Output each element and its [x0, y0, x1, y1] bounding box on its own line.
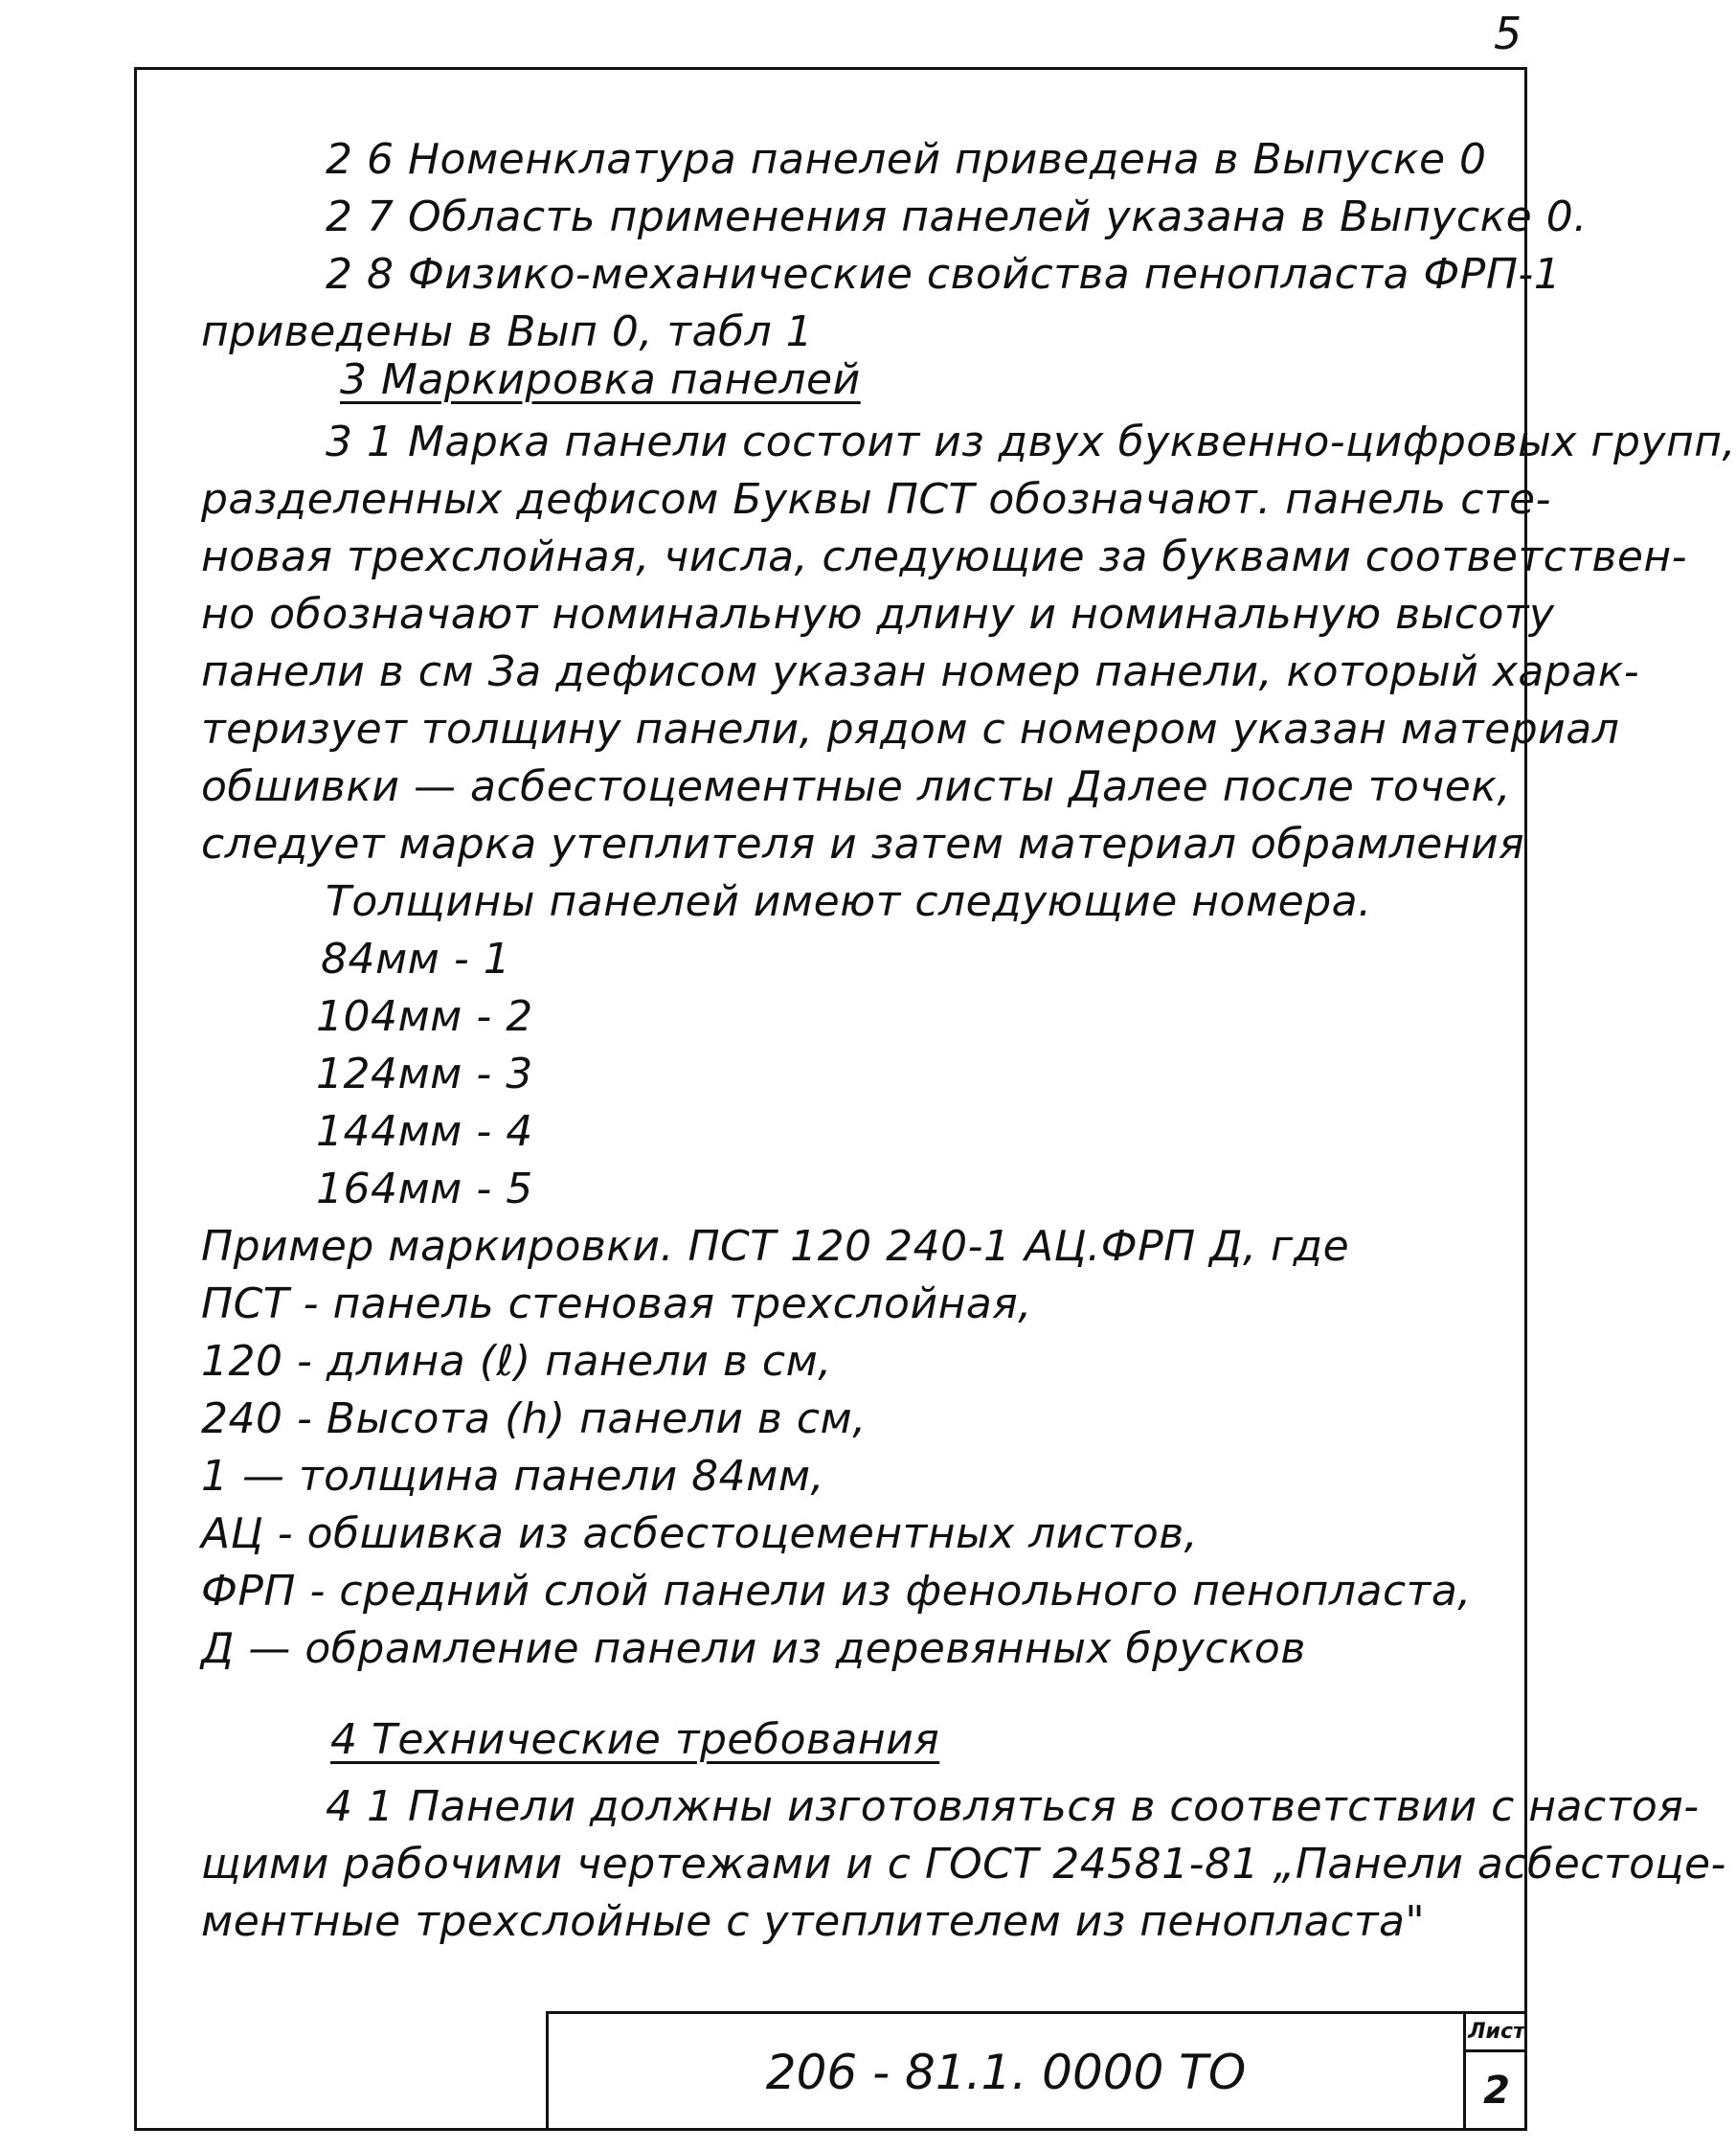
paragraph-4-1-line-3: ментные трехслойные с утеплителем из пенопласта": [201, 1897, 1426, 1946]
thickness-intro: Толщины панелей имеют следующие номера.: [326, 877, 1372, 926]
paragraph-2-8-cont: приведены в Вып 0, табл 1: [201, 307, 814, 356]
legend-item: АЦ - обшивка из асбестоцементных листов,: [201, 1509, 1199, 1558]
paragraph-3-1-line-4: но обозначают номинальную длину и номинальную высоту: [201, 590, 1555, 639]
paragraph-3-1-line-3: новая трехслойная, числа, следующие за буквами соответствен-: [201, 532, 1688, 581]
page-number: 5: [1494, 8, 1522, 59]
paragraph-3-1-line-5: панели в см За дефисом указан номер панели, который харак-: [201, 647, 1640, 696]
legend-item: 120 - длина (ℓ) панели в см,: [201, 1337, 832, 1386]
sheet-number: 2: [1483, 2069, 1510, 2113]
legend-item: ФРП - средний слой панели из фенольного пенопласта,: [201, 1567, 1472, 1616]
sheet-label: Лист: [1466, 2014, 1527, 2052]
legend-item: ПСТ - панель стеновая трехслойная,: [201, 1279, 1032, 1328]
paragraph-4-1-line-2: щими рабочими чертежами и с ГОСТ 24581-81 „Панели асбестоце-: [201, 1840, 1726, 1889]
paragraph-3-1-line-8: следует марка утеплителя и затем материал обрамления: [201, 820, 1525, 869]
paragraph-2-8: 2 8 Физико-механические свойства пенопласта ФРП-1: [326, 250, 1562, 299]
sheet-cell: [1463, 2014, 1527, 2131]
paragraph-3-1-line-6: теризует толщину панели, рядом с номером указан материал: [201, 705, 1620, 754]
paragraph-3-1: 3 1 Марка панели состоит из двух буквенно-цифровых групп,: [326, 418, 1736, 466]
paragraph-3-1-line-7: обшивки — асбестоцементные листы Далее после точек,: [201, 762, 1511, 811]
title-block: [546, 2011, 1527, 2131]
legend-item: Д — обрамление панели из деревянных брусков: [201, 1624, 1306, 1673]
thickness-item: 144мм - 4: [316, 1107, 533, 1156]
paragraph-2-6: 2 6 Номенклатура панелей приведена в Выпуске 0: [326, 135, 1487, 184]
legend-item: 240 - Высота (h) панели в см,: [201, 1394, 867, 1443]
paragraph-3-1-line-2: разделенных дефисом Буквы ПСТ обозначают. панель сте-: [201, 475, 1551, 524]
thickness-item: 164мм - 5: [316, 1165, 533, 1213]
thickness-item: 84мм - 1: [321, 935, 511, 984]
paragraph-4-1: 4 1 Панели должны изготовляться в соответствии с настоя-: [326, 1782, 1700, 1831]
document-code: 206 - 81.1. 0000 ТО: [765, 2045, 1247, 2100]
marking-example: Пример маркировки. ПСТ 120 240-1 АЦ.ФРП Д, где: [201, 1222, 1350, 1271]
thickness-item: 124мм - 3: [316, 1050, 533, 1098]
section-heading-4: 4 Технические требования: [330, 1715, 940, 1764]
legend-item: 1 — толщина панели 84мм,: [201, 1452, 825, 1501]
thickness-item: 104мм - 2: [316, 992, 533, 1041]
paragraph-2-7: 2 7 Область применения панелей указана в Выпуске 0.: [326, 192, 1588, 241]
section-heading-3: 3 Маркировка панелей: [340, 355, 861, 404]
